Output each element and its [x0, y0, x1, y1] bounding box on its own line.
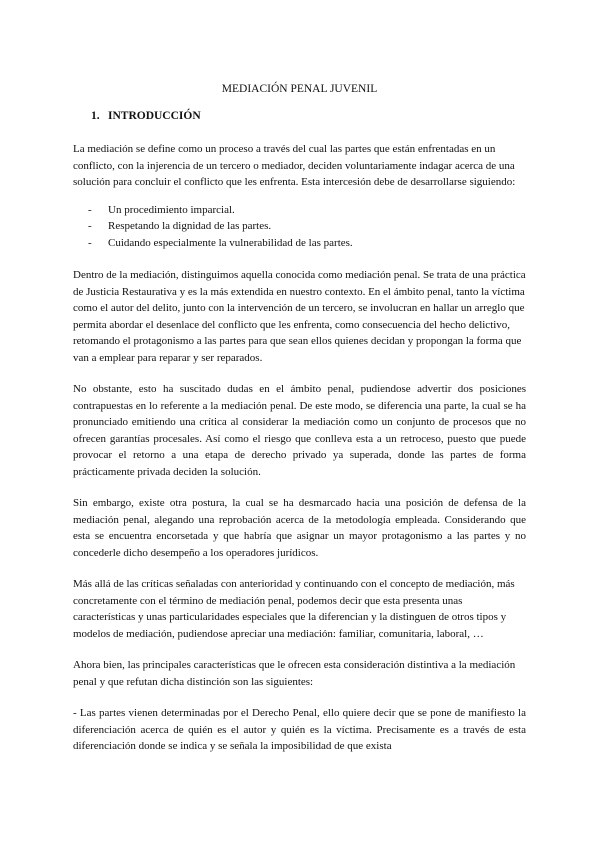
- list-item-text: Cuidando especialmente la vulnerabilidad de las partes.: [108, 236, 353, 249]
- paragraph-ahora-bien: Ahora bien, las principales características que le ofrecen esta consideración distintiva a la mediación penal y que refutan dicha distinción son las siguientes:: [73, 659, 516, 688]
- bullet-list: [73, 202, 526, 252]
- section-title: INTRODUCCIÓN: [108, 109, 201, 122]
- bullet-marker: -: [88, 203, 92, 216]
- intro-paragraph: La mediación se define como un proceso a través del cual las partes que están enfrentadas en un conflicto, con la injerencia de un tercero o mediador, deciden voluntariamente indagar acerca de una solución para concluir el conflicto que les enfrenta. Esta intercesión debe de desarrollarse siguiendo:: [73, 143, 516, 188]
- list-item: [73, 235, 526, 252]
- list-item-text: Un procedimiento imparcial.: [108, 203, 235, 216]
- bullet-marker: -: [88, 220, 92, 232]
- document-title: MEDIACIÓN PENAL JUVENIL: [221, 83, 378, 95]
- list-item: [73, 218, 526, 235]
- paragraph-partes: - Las partes vienen determinadas por el Derecho Penal, ello quiere decir que se pone de manifiesto la diferenciación acerca de quién es el autor y quién es la víctima. Precisamente es a través de esta diferenciación donde se indica y se señala la imposibilidad de que exista: [73, 707, 526, 752]
- paragraph-posiciones: No obstante, esto ha suscitado dudas en el ámbito penal, pudiendose advertir dos posiciones contrapuestas en lo referente a la mediación penal. De este modo, se diferencia una parte, la cual se ha pronunciado emitiendo una crítica al considerar la mediación como un conjunto de procesos que no ofrecen garantías procesales. Así como el riesgo que conlleva esta a un retroceso, puesto que puede provocar el retorno a una etapa de derecho privado ya superada, donde las partes de forma prácticamente privada deciden la solución.: [73, 383, 526, 478]
- paragraph-caracteristicas: Más allá de las críticas señaladas con anterioridad y continuando con el concepto de mediación, más concretamente con el término de mediación penal, podemos decir que esta presenta unas características y unas particularidades especiales que la diferencian y la distinguen de otros tipos y modelos de mediación, pudiendose apreciar una mediación: familiar, comunitaria, laboral, …: [73, 578, 515, 640]
- section-heading: [91, 108, 526, 125]
- list-item: [73, 202, 526, 219]
- section-number: 1.: [91, 109, 100, 122]
- paragraph-mediacion-penal: Dentro de la mediación, distinguimos aquella conocida como mediación penal. Se trata de una práctica de Justicia Restaurativa y es la más extendida en nuestro contexto. En el ámbito penal, tanto la víctima como el autor del delito, junto con la intervención de un tercero, se involucran en hallar un arreglo que permita abordar el desenlace del conflicto que les enfrenta, como consecuencia del hecho delictivo, retomando el protagonismo a las partes para que sean ellos quienes decidan y propongan la forma que van a emplear para reparar y ser reparados.: [73, 269, 526, 364]
- paragraph-otra-postura: Sin embargo, existe otra postura, la cual se ha desmarcado hacia una posición de defensa de la mediación penal, alegando una reprobación acerca de la metodología empleada. Considerando que esta se encuentra encorsetada y que habría que asignar un mayor protagonismo a las partes y no concederle dicho desempeño a los operadores jurídicos.: [73, 497, 526, 559]
- list-item-text: Respetando la dignidad de las partes.: [108, 220, 272, 232]
- bullet-marker: -: [88, 236, 92, 249]
- document-body: [73, 81, 526, 770]
